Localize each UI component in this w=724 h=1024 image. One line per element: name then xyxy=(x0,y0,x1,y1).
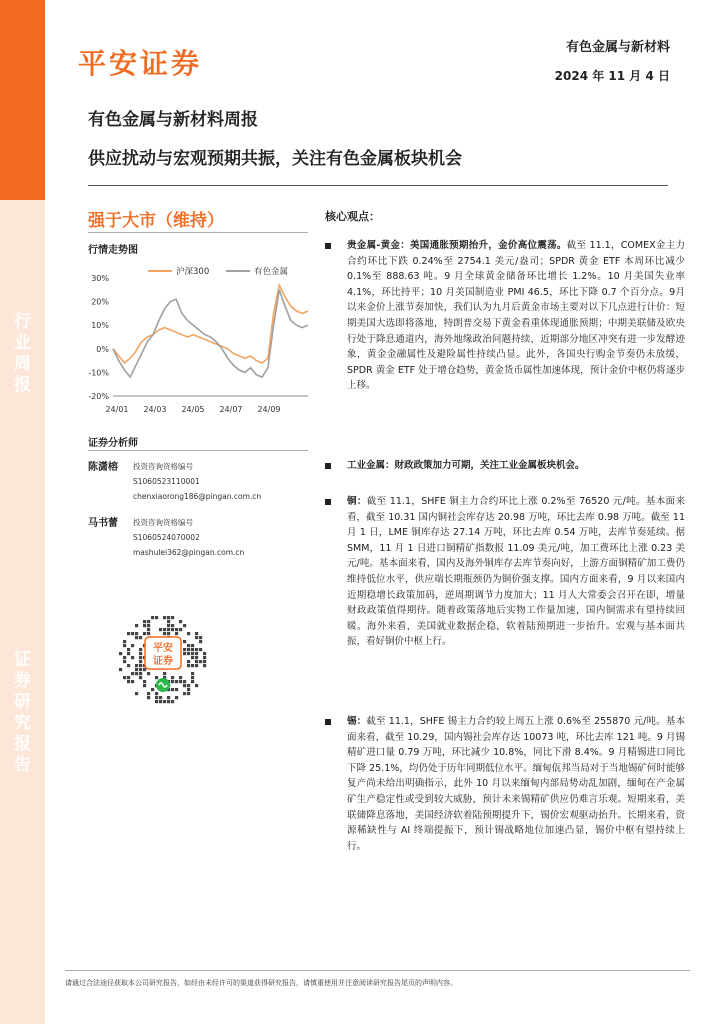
qr-dot xyxy=(147,632,150,635)
qr-dot xyxy=(155,700,158,703)
qr-dot xyxy=(139,660,142,663)
qr-dot xyxy=(195,660,198,663)
paragraph-text xyxy=(347,238,685,394)
paragraph-lead: 铜： xyxy=(347,496,367,507)
qr-dot xyxy=(139,676,142,679)
qr-dot xyxy=(195,632,198,635)
qr-dot xyxy=(171,680,174,683)
qr-dot xyxy=(147,628,150,631)
qr-dot xyxy=(143,632,146,635)
qr-dot xyxy=(135,692,138,695)
side-label-char: 研 xyxy=(14,692,31,712)
qr-dot xyxy=(127,680,130,683)
qr-dot xyxy=(143,668,146,671)
qr-dot xyxy=(187,688,190,691)
qr-dot xyxy=(167,628,170,631)
bullet-icon xyxy=(325,243,331,249)
qr-dot xyxy=(119,668,122,671)
side-label-char: 周 xyxy=(14,354,31,374)
qr-dot xyxy=(187,652,190,655)
qr-logo-text: 证券 xyxy=(153,656,173,667)
qr-dot xyxy=(147,672,150,675)
side-label-bottom xyxy=(0,650,45,776)
analyst-license-id: S1060523110001 xyxy=(133,477,200,486)
qr-dot xyxy=(183,624,186,627)
analyst-role: 投资咨询资格编号 xyxy=(133,518,193,527)
qr-dot xyxy=(203,652,206,655)
qr-dot xyxy=(195,656,198,659)
qr-dot xyxy=(147,620,150,623)
qr-dot xyxy=(203,664,206,667)
qr-dot xyxy=(163,632,166,635)
bullet-icon xyxy=(325,463,331,469)
qr-dot xyxy=(159,628,162,631)
analyst-email[interactable]: mashulei362@pingan.com.cn xyxy=(133,548,245,557)
qr-dot xyxy=(131,680,134,683)
qr-dot xyxy=(199,660,202,663)
side-label-top xyxy=(0,312,45,396)
analyst-card xyxy=(88,514,308,564)
side-label-char: 报 xyxy=(14,734,31,754)
y-tick-label: 10% xyxy=(91,321,109,331)
qr-dot xyxy=(155,696,158,699)
qr-dot xyxy=(135,624,138,627)
qr-dot xyxy=(135,632,138,635)
qr-dot xyxy=(187,692,190,695)
qr-dot xyxy=(183,648,186,651)
qr-dot xyxy=(127,632,130,635)
qr-dot xyxy=(167,632,170,635)
legend-label: 沪深300 xyxy=(176,267,210,277)
qr-dot xyxy=(191,672,194,675)
qr-code[interactable] xyxy=(118,615,208,705)
qr-dot xyxy=(167,620,170,623)
qr-dot xyxy=(191,676,194,679)
qr-dot xyxy=(139,648,142,651)
qr-dot xyxy=(171,624,174,627)
qr-dot xyxy=(187,684,190,687)
paragraph-body: 截至 11.1，SHFE 锡主力合约较上周五上涨 0.6%至 255870 元/吨。基本面来看，截至 10.29，国内锡社会库存达 10073 吨，环比去库 121 吨。9 月锡精矿进口量 0.79 万吨，环比减少 10.8%，同比下滑 8.4%。9 月精锡进口同比下降 25.1%，均仍处于历年同期低位水平。缅甸佤邦当局对于当地锡矿何时能够复产尚未给出明确指示，此外 10 月以来缅甸内部局势动乱加剧，缅甸在产金属矿生产稳定性或受到较大威胁，预计未来锡精矿供应仍难言乐观。短期来看，美联储降息落地，美国经济软着陆预期提升下，锡价宏观驱动抬升。长期来看，资源稀缺性与 AI 终端提振下，预计锡战略地位加速凸显，锡价中枢有望持续上行。 xyxy=(347,716,685,852)
qr-dot xyxy=(191,664,194,667)
qr-dot xyxy=(199,648,202,651)
qr-dot xyxy=(203,660,206,663)
qr-dot xyxy=(123,660,126,663)
title-divider xyxy=(88,185,668,186)
qr-dot xyxy=(195,648,198,651)
qr-dot xyxy=(183,692,186,695)
header-meta xyxy=(555,36,670,84)
qr-dot xyxy=(199,640,202,643)
qr-dot xyxy=(191,648,194,651)
paragraph-text xyxy=(347,458,685,474)
qr-dot xyxy=(155,692,158,695)
x-tick-label: 24/05 xyxy=(181,405,205,414)
side-label-char: 券 xyxy=(14,671,31,691)
qr-dot xyxy=(123,644,126,647)
qr-dot xyxy=(183,684,186,687)
qr-dot xyxy=(203,656,206,659)
qr-dot xyxy=(183,680,186,683)
qr-dot xyxy=(171,676,174,679)
qr-dot xyxy=(199,636,202,639)
report-date: 2024 年 11 月 4 日 xyxy=(554,69,670,83)
paragraph-text xyxy=(347,714,685,854)
analyst-role: 投资咨询资格编号 xyxy=(133,462,193,471)
bullet-icon xyxy=(325,719,331,725)
analysts-title: 证券分析师 xyxy=(88,438,138,449)
qr-dot xyxy=(163,672,166,675)
legend-label: 有色金属 xyxy=(254,267,289,277)
side-label-char: 业 xyxy=(14,333,31,353)
analysts-divider xyxy=(88,450,308,451)
x-tick-label: 24/07 xyxy=(219,405,243,414)
paragraph-body: 截至 11.1，SHFE 铜主力合约环比上涨 0.2%至 76520 元/吨。基本面来看，截至 10.31 国内铜社会库存达 20.98 万吨，环比去库 0.98 万吨。截至 11 月 1 日，LME 铜库存达 27.14 万吨，环比去库 0.54 万吨，去库节奏延续。据 SMM，11 月 1 日进口铜精矿指数报 11.09 美元/吨，加工费环比上涨 0.23 美元/吨。基本面来看，国内及海外铜库存去库节奏向好，上游方面铜精矿加工费仍维持低位水平，供应端长期瓶颈仍为铜价强支撑。国内方面来看，9 月以来国内近期稳增长政策加码，逆周期调节力度加大；11 月人大常委会召开在即，增量财政政策值得期待。随着政策落地后实物工作量加速，国内铜需求有望持续回暖。海外来看，美国就业数据企稳，软着陆预期进一步抬升。宏观与基本面共振，看好铜价中枢上行。 xyxy=(347,496,685,648)
qr-dot xyxy=(171,616,174,619)
analyst-info xyxy=(133,515,244,560)
y-tick-label: 30% xyxy=(91,274,109,283)
qr-dot xyxy=(183,640,186,643)
qr-dot xyxy=(151,688,154,691)
qr-dot xyxy=(119,652,122,655)
qr-dot xyxy=(139,668,142,671)
qr-dot xyxy=(195,664,198,667)
analyst-info xyxy=(133,459,261,504)
industry-rating: 强于大市（维持） xyxy=(88,211,224,231)
qr-dot xyxy=(139,636,142,639)
qr-dot xyxy=(147,692,150,695)
side-label-char: 证 xyxy=(14,650,31,670)
qr-dot xyxy=(127,664,130,667)
qr-dot xyxy=(131,632,134,635)
qr-dot xyxy=(143,684,146,687)
qr-dot xyxy=(127,676,130,679)
qr-dot xyxy=(159,696,162,699)
x-tick-label: 24/01 xyxy=(105,405,129,414)
trend-chart-title: 行情走势图 xyxy=(88,245,138,256)
rating-divider xyxy=(88,232,308,233)
footer-disclaimer: 请通过合法途径获取本公司研究报告，如经由未经许可的渠道获得研究报告，请慎重使用并注意阅读研究报告尾页的声明内容。 xyxy=(65,979,457,987)
qr-dot xyxy=(175,696,178,699)
paragraph-lead: 贵金属-黄金：美国通胀预期抬升，金价高位震荡。 xyxy=(347,240,567,251)
qr-dot xyxy=(195,652,198,655)
bullet-icon xyxy=(325,499,331,505)
series-line xyxy=(113,290,308,377)
side-label-char: 行 xyxy=(14,312,31,332)
report-category: 有色金属与新材料 xyxy=(565,40,670,55)
qr-dot xyxy=(179,620,182,623)
qr-logo-text: 平安 xyxy=(153,643,173,654)
qr-dot xyxy=(123,656,126,659)
analyst-email[interactable]: chenxiaorong186@pingan.com.cn xyxy=(133,492,262,501)
qr-dot xyxy=(175,632,178,635)
qr-dot xyxy=(187,660,190,663)
core-views-title: 核心观点： xyxy=(325,210,380,223)
report-title: 有色金属与新材料周报 xyxy=(88,110,258,130)
side-label-char: 究 xyxy=(14,713,31,733)
qr-dot xyxy=(155,616,158,619)
qr-dot xyxy=(187,644,190,647)
x-tick-label: 24/03 xyxy=(143,405,167,414)
qr-dot xyxy=(179,676,182,679)
qr-dot xyxy=(143,620,146,623)
y-tick-label: 20% xyxy=(91,297,109,307)
qr-dot xyxy=(167,696,170,699)
qr-dot xyxy=(143,680,146,683)
qr-dot xyxy=(163,628,166,631)
paragraph-lead: 锡： xyxy=(347,716,367,727)
view-paragraph-industrial xyxy=(325,458,685,474)
qr-dot xyxy=(195,684,198,687)
analyst-license-id: S1060524070002 xyxy=(133,533,200,542)
y-tick-label: -10% xyxy=(88,368,109,378)
analyst-name: 陈潇榕 xyxy=(88,462,118,473)
qr-dot xyxy=(171,700,174,703)
qr-dot xyxy=(183,652,186,655)
qr-dot xyxy=(167,616,170,619)
company-logo: 平安证券 xyxy=(78,47,203,80)
qr-dot xyxy=(191,644,194,647)
qr-dot xyxy=(171,688,174,691)
qr-dot xyxy=(155,676,158,679)
qr-dot xyxy=(175,688,178,691)
qr-dot xyxy=(167,624,170,627)
x-tick-label: 24/09 xyxy=(257,405,281,414)
qr-dot xyxy=(175,680,178,683)
qr-dot xyxy=(163,616,166,619)
qr-dot xyxy=(171,628,174,631)
qr-dot xyxy=(135,668,138,671)
qr-dot xyxy=(179,680,182,683)
side-label-char: 告 xyxy=(14,755,31,775)
qr-dot xyxy=(175,628,178,631)
analyst-name: 马书蕾 xyxy=(88,518,118,529)
qr-dot xyxy=(195,636,198,639)
qr-dot xyxy=(159,700,162,703)
qr-dot xyxy=(187,664,190,667)
qr-dot xyxy=(135,672,138,675)
side-band-top xyxy=(0,0,45,200)
qr-dot xyxy=(123,640,126,643)
qr-dot xyxy=(123,676,126,679)
view-paragraph-copper xyxy=(325,494,685,650)
view-paragraph-gold xyxy=(325,238,685,394)
side-label-char: 报 xyxy=(14,375,31,395)
qr-dot xyxy=(131,644,134,647)
qr-dot xyxy=(167,700,170,703)
qr-dot xyxy=(191,652,194,655)
qr-dot xyxy=(147,696,150,699)
qr-dot xyxy=(143,624,146,627)
paragraph-lead: 工业金属：财政政策加力可期，关注工业金属板块机会。 xyxy=(347,460,585,471)
qr-dot xyxy=(127,648,130,651)
qr-dot xyxy=(147,624,150,627)
qr-dot xyxy=(135,664,138,667)
y-tick-label: 0% xyxy=(96,344,109,354)
paragraph-body: 截至 11.1，COMEX金主力合约环比下跌 0.24%至 2754.1 美元/盎司；SPDR 黄金 ETF 本周环比减少 0.1%至 888.63 吨。9 月全球黄金储备环比增长 1.2%。10 月美国失业率 4.1%，环比持平；10 月美国制造业 PMI 46.5，环比下降 0.7 个百分点。9月以来金价上涨节奏加快，我们认为九月后黄金市场主要对以下几点进行计价：短期美国大选即将落地，特朗普交易下黄金看重体现通胀预期；中期美联储及欧央行处于降息通道内，海外地缘政治问题持续，近期部分地区冲突有进一步发酵迹象，黄金金融属性及避险属性持续凸显。此外，各国央行购金节奏仍未放缓，SPDR 黄金 ETF 处于增仓趋势，黄金货币属性加速体现，预计金价中枢仍将逐步上移。 xyxy=(347,240,685,392)
qr-dot xyxy=(139,652,142,655)
qr-dot xyxy=(191,680,194,683)
paragraph-text xyxy=(347,494,685,650)
qr-dot xyxy=(187,648,190,651)
qr-dot xyxy=(139,672,142,675)
report-subtitle: 供应扰动与宏观预期共振，关注有色金属板块机会 xyxy=(88,149,462,169)
qr-dot xyxy=(139,664,142,667)
qr-dot xyxy=(139,656,142,659)
qr-dot xyxy=(151,616,154,619)
qr-dot xyxy=(191,656,194,659)
analyst-card xyxy=(88,458,308,508)
qr-dot xyxy=(179,628,182,631)
qr-dot xyxy=(127,652,130,655)
view-paragraph-tin xyxy=(325,714,685,854)
qr-dot xyxy=(131,656,134,659)
qr-dot xyxy=(187,632,190,635)
y-tick-label: -20% xyxy=(88,392,109,401)
footer-divider xyxy=(65,970,690,971)
qr-dot xyxy=(135,636,138,639)
trend-chart xyxy=(68,256,313,421)
qr-dot xyxy=(163,700,166,703)
qr-dot xyxy=(131,672,134,675)
